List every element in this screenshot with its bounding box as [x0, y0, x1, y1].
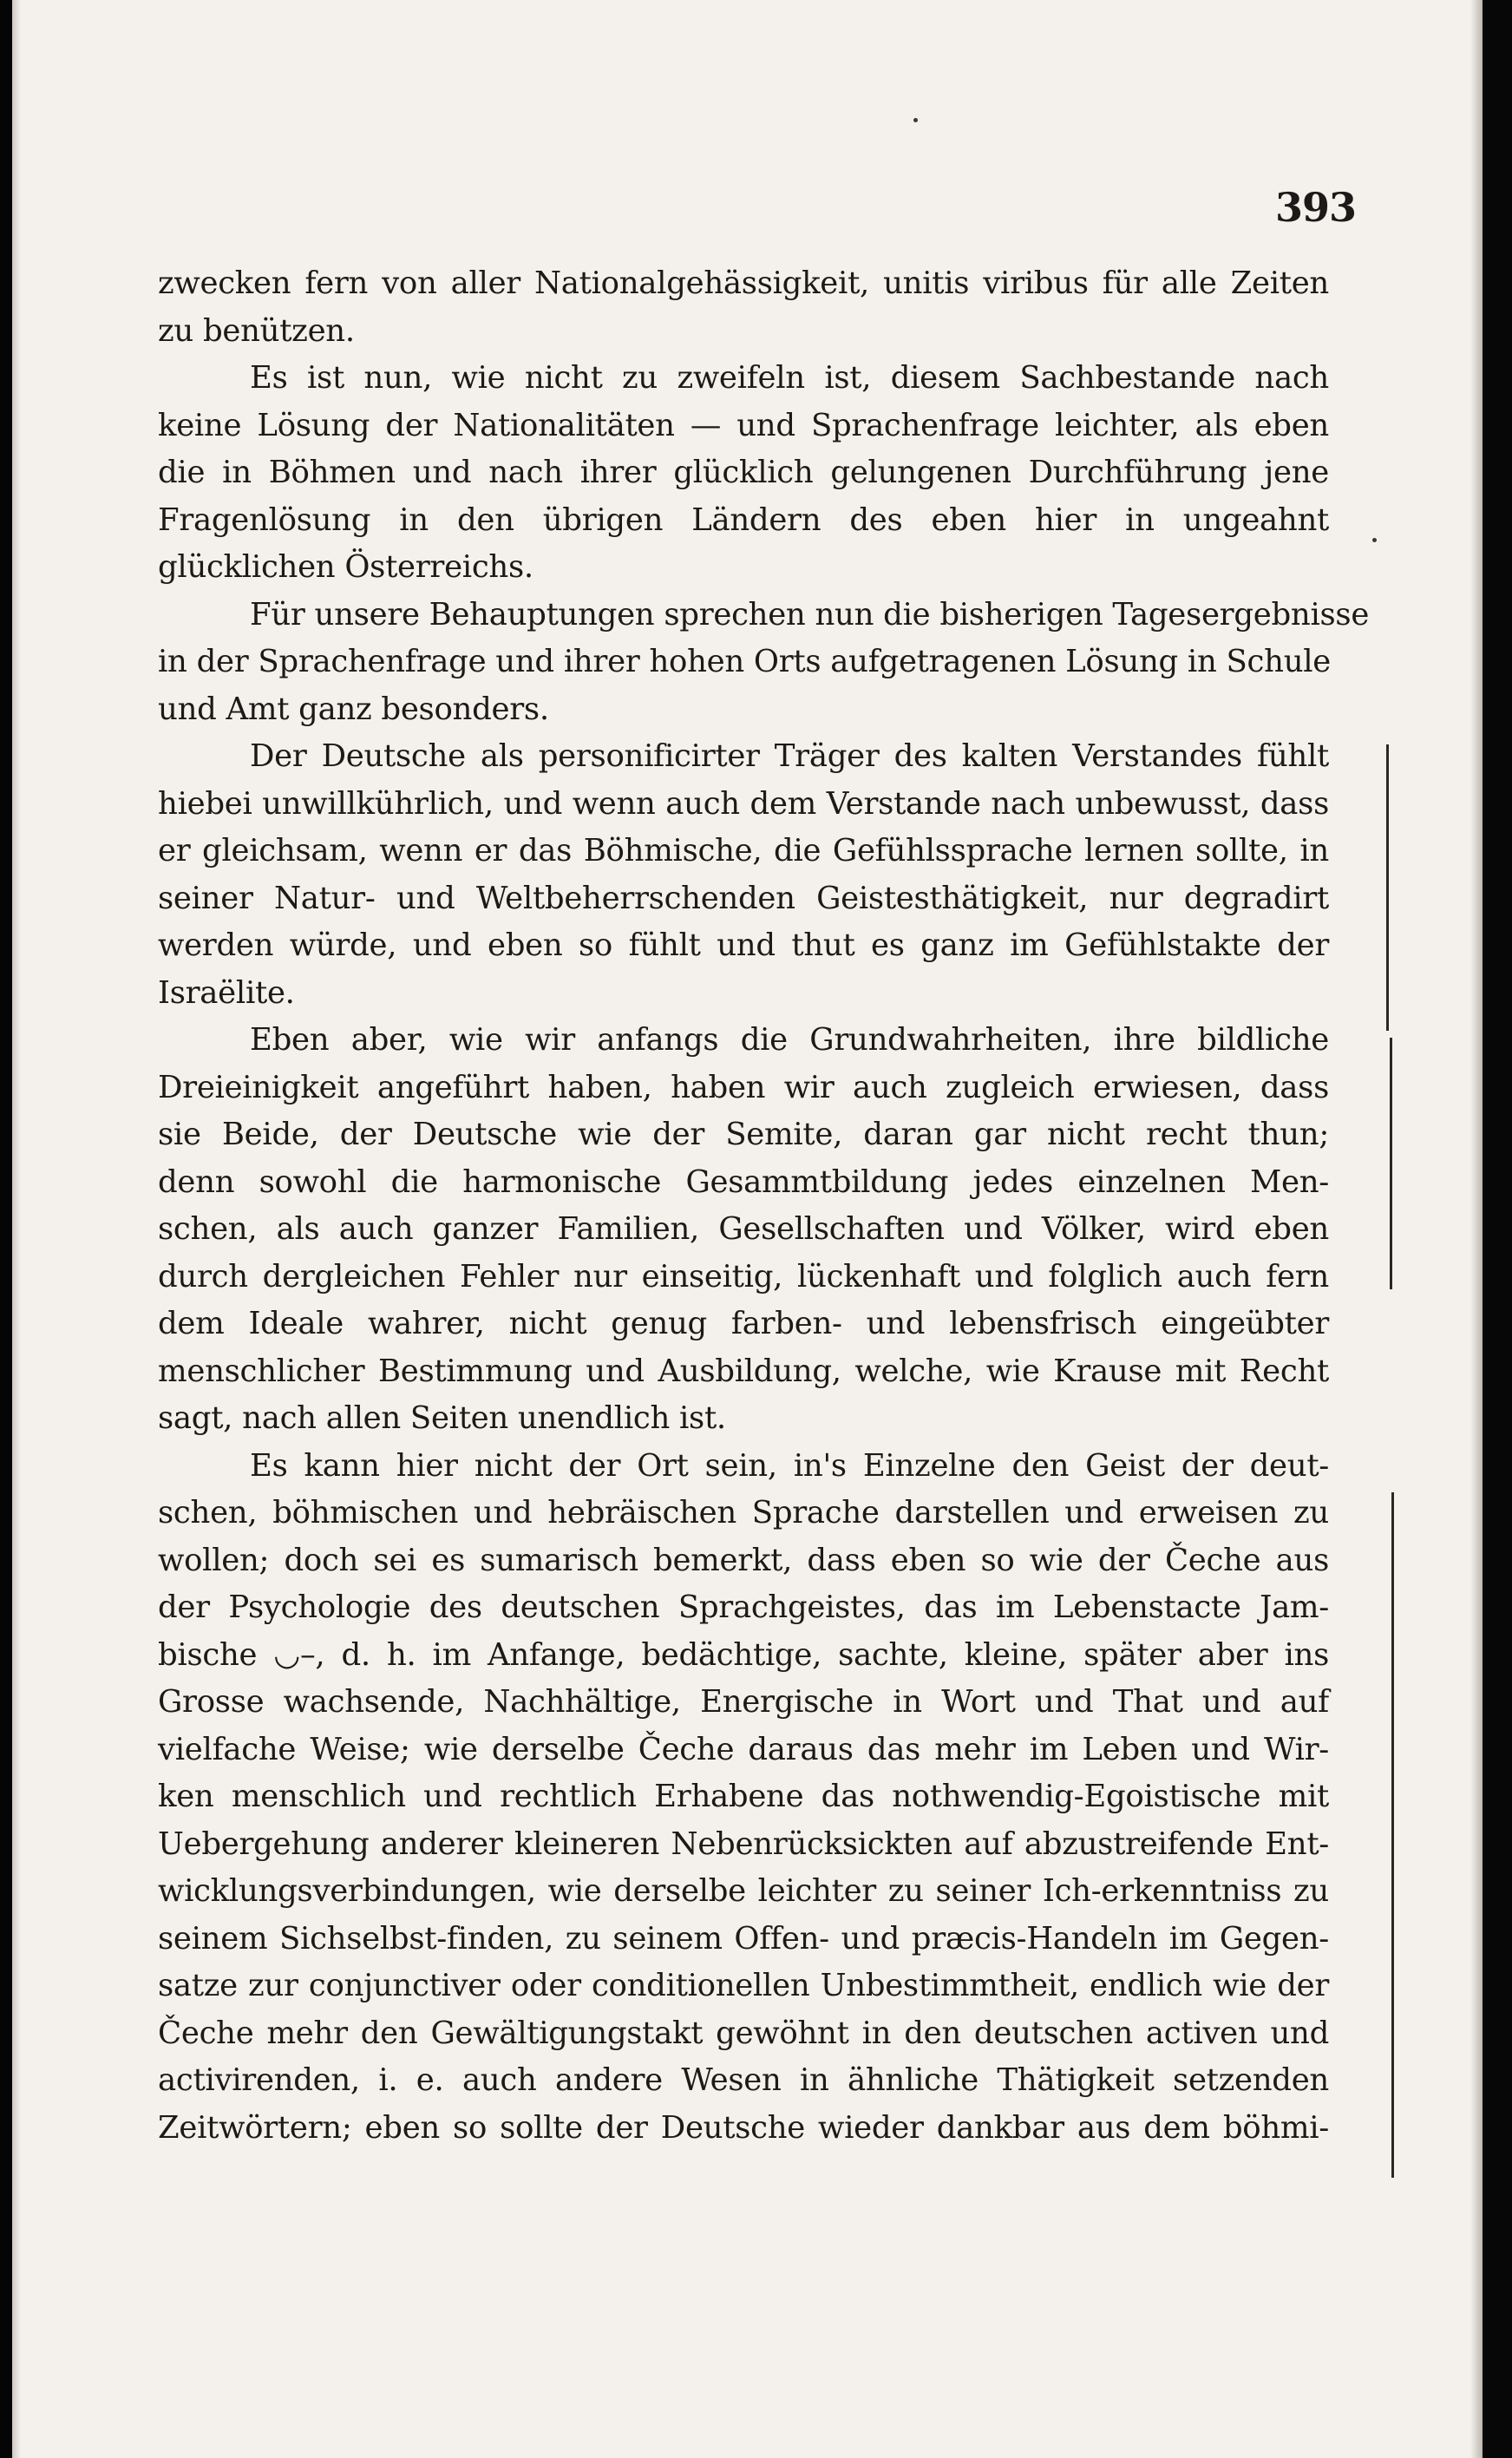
text-line: zu benützen. — [158, 312, 355, 349]
text-line: in der Sprachenfrage und ihrer hohen Orts aufgetragenen Lösung in Schule — [158, 644, 1332, 679]
text-line: Eben aber, wie wir anfangs die Grundwahrheiten, ihre bildliche — [250, 1022, 1329, 1058]
text-line: schen, als auch ganzer Familien, Gesellschaften und Völker, wird eben — [158, 1211, 1329, 1247]
scan-border-right — [1483, 0, 1512, 2458]
text-line: Israëlite. — [158, 974, 295, 1011]
margin-mark — [1391, 1492, 1394, 2178]
text-line: seinem Sichselbst-finden, zu seinem Offen- und præcis-Handeln im Gegen- — [158, 1920, 1329, 1957]
text-line: hiebei unwillkührlich, und wenn auch dem Verstande nach unbewusst, dass — [158, 785, 1329, 822]
text-line: Fragenlösung in den übrigen Ländern des eben hier in ungeahnt — [158, 501, 1329, 538]
text-line: die in Böhmen und nach ihrer glücklich gelungenen Durchführung jene — [158, 455, 1329, 490]
text-line: wollen; doch sei es sumarisch bemerkt, dass eben so wie der Čeche aus — [158, 1542, 1329, 1578]
page-number: 393 — [1275, 184, 1357, 231]
text-line: sie Beide, der Deutsche wie der Semite, daran gar nicht recht thun; — [158, 1117, 1329, 1152]
text-line: Zeitwörtern; eben so sollte der Deutsche wieder dankbar aus dem böhmi- — [158, 2109, 1329, 2146]
text-line: Es kann hier nicht der Ort sein, in's Einzelne den Geist der deut- — [250, 1447, 1329, 1484]
speck-mark — [1372, 538, 1377, 542]
text-line: denn sowohl die harmonische Gesammtbildung jedes einzelnen Men- — [158, 1163, 1329, 1200]
text-line: satze zur conjunctiver oder conditionellen Unbestimmtheit, endlich wie der — [158, 1968, 1329, 2003]
text-line: sagt, nach allen Seiten unendlich ist. — [158, 1400, 726, 1436]
text-line: wicklungsverbindungen, wie derselbe leichter zu seiner Ich-erkenntniss zu — [158, 1873, 1329, 1909]
text-line: vielfache Weise; wie derselbe Čeche daraus das mehr im Leben und Wir- — [158, 1731, 1329, 1767]
text-line: keine Lösung der Nationalitäten — und Sprachenfrage leichter, als eben — [158, 407, 1329, 443]
text-line: dem Ideale wahrer, nicht genug farben- und lebensfrisch eingeübter — [158, 1306, 1329, 1341]
text-line: ken menschlich und rechtlich Erhabene das nothwendig-Egoistische mit — [158, 1779, 1329, 1814]
text-line: der Psychologie des deutschen Sprachgeistes, das im Lebenstacte Jam- — [158, 1590, 1329, 1625]
text-line: Für unsere Behauptungen sprechen nun die bisherigen Tagesergebnisse — [250, 596, 1370, 633]
margin-mark — [1386, 744, 1389, 1031]
text-line: werden würde, und eben so fühlt und thut es ganz im Gefühlstakte der — [158, 927, 1329, 963]
speck-mark — [913, 118, 918, 122]
text-line: bische ◡–, d. h. im Anfange, bedächtige, sachte, kleine, später aber ins — [158, 1636, 1329, 1673]
text-line: Es ist nun, wie nicht zu zweifeln ist, diesem Sachbestande nach — [250, 360, 1329, 396]
text-line: zwecken fern von aller Nationalgehässigkeit, unitis viribus für alle Zeiten — [158, 265, 1329, 301]
text-line: und Amt ganz besonders. — [158, 691, 549, 727]
margin-mark — [1390, 1038, 1392, 1289]
text-line: schen, böhmischen und hebräischen Sprache darstellen und erweisen zu — [158, 1495, 1329, 1531]
text-line: glücklichen Österreichs. — [158, 549, 533, 585]
body-text — [158, 260, 1370, 2152]
scan-border-left — [0, 0, 12, 2458]
scan-shadow-right — [1470, 0, 1483, 2458]
scan-shadow-left — [12, 0, 21, 2458]
text-line: Grosse wachsende, Nachhältige, Energische in Wort und That und auf — [158, 1684, 1329, 1720]
text-line: seiner Natur- und Weltbeherrschenden Geistesthätigkeit, nur degradirt — [158, 880, 1329, 916]
text-line: Čeche mehr den Gewältigungstakt gewöhnt in den deutschen activen und — [158, 2015, 1329, 2051]
text-line: activirenden, i. e. auch andere Wesen in ähnliche Thätigkeit setzenden — [158, 2062, 1329, 2098]
text-line: Dreieinigkeit angeführt haben, haben wir auch zugleich erwiesen, dass — [158, 1069, 1329, 1105]
text-line: Uebergehung anderer kleineren Nebenrücksickten auf abzustreifende Ent- — [158, 1825, 1329, 1862]
text-line: er gleichsam, wenn er das Böhmische, die Gefühlssprache lernen sollte, in — [158, 833, 1329, 868]
text-line: Der Deutsche als personificirter Träger des kalten Verstandes fühlt — [250, 738, 1329, 774]
text-line: menschlicher Bestimmung und Ausbildung, welche, wie Krause mit Recht — [158, 1353, 1329, 1389]
text-line: durch dergleichen Fehler nur einseitig, lückenhaft und folglich auch fern — [158, 1258, 1329, 1295]
